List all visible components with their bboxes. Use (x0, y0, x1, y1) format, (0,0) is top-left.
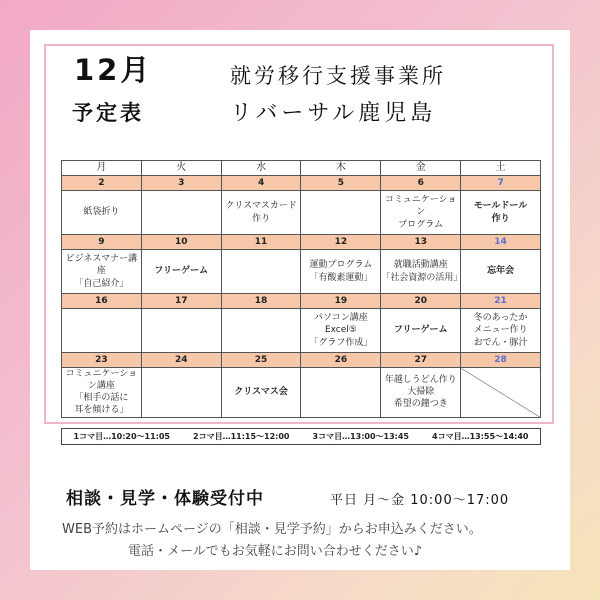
date-row (62, 176, 541, 191)
event-row (62, 250, 541, 294)
date-cell: 19 (301, 294, 381, 309)
event-text: コミュニケーション講座 「相手の話に 耳を傾ける」 (65, 369, 138, 416)
event-cell (461, 250, 541, 294)
date-cell: 20 (381, 294, 461, 309)
class-periods-bar (61, 428, 541, 445)
event-cell (461, 191, 541, 235)
date-row (62, 235, 541, 250)
event-cell (221, 250, 301, 294)
event-cell (141, 191, 221, 235)
date-cell: 13 (381, 235, 461, 250)
event-text: 運動プログラム 「有酸素運動」 (309, 260, 373, 283)
event-cell (221, 368, 301, 418)
date-cell: 2 (62, 176, 142, 191)
date-cell: 14 (461, 235, 541, 250)
event-cell (62, 309, 142, 353)
event-cell (381, 309, 461, 353)
web-reservation-note: WEB予約はホームページの「相談・見学予約」からお申込みください。 (62, 522, 482, 537)
event-text: 年越しうどん作り 大掃除 希望の鐘つき (384, 375, 457, 410)
date-cell: 17 (141, 294, 221, 309)
event-row (62, 368, 541, 418)
date-cell: 27 (381, 353, 461, 368)
event-cell (141, 309, 221, 353)
event-text: フリーゲーム (393, 325, 448, 336)
calendar-table (61, 160, 541, 418)
event-text: 忘年会 (487, 266, 515, 277)
weekday-header: 木 (301, 161, 381, 176)
calendar-body (62, 176, 541, 418)
date-cell: 5 (301, 176, 381, 191)
event-cell (62, 368, 142, 418)
event-text: クリスマスカード 作り (225, 201, 297, 224)
event-cell (301, 250, 381, 294)
event-cell (301, 309, 381, 353)
event-text: ビジネスマナー講座 「自己紹介」 (65, 254, 138, 289)
weekday-header: 月 (62, 161, 142, 176)
event-text: パソコン講座 Excel⑤ 「グラフ作成」 (309, 313, 373, 348)
office-type: 就労移行支援事業所 (230, 64, 446, 88)
event-text: 紙袋折り (83, 207, 120, 218)
event-text: 冬のあったか メニュー作り おでん・豚汁 (473, 313, 528, 348)
event-cell (301, 368, 381, 418)
class-period: 3コマ目…13:00～13:45 (312, 432, 409, 441)
date-cell: 26 (301, 353, 381, 368)
contact-note: 電話・メールでもお気軽にお問い合わせください♪ (128, 544, 423, 559)
date-cell: 18 (221, 294, 301, 309)
event-text: クリスマス会 (234, 387, 288, 398)
event-text: 就職活動講座 「社会資源の活用」 (381, 260, 463, 283)
blank-cell (461, 368, 541, 418)
date-cell: 12 (301, 235, 381, 250)
weekday-header: 火 (141, 161, 221, 176)
event-cell (221, 191, 301, 235)
schedule-label: 予定表 (72, 101, 144, 125)
class-period: 2コマ目…11:15～12:00 (193, 432, 290, 441)
weekday-header: 土 (461, 161, 541, 176)
date-cell: 11 (221, 235, 301, 250)
event-cell (381, 250, 461, 294)
event-cell (62, 191, 142, 235)
event-text: コミュニケーション プログラム (384, 195, 457, 230)
date-cell: 24 (141, 353, 221, 368)
event-cell (381, 368, 461, 418)
date-cell: 25 (221, 353, 301, 368)
date-cell: 23 (62, 353, 142, 368)
event-cell (301, 191, 381, 235)
date-cell: 3 (141, 176, 221, 191)
event-row (62, 309, 541, 353)
month-title: 12月 (74, 53, 153, 87)
date-row (62, 353, 541, 368)
date-cell: 6 (381, 176, 461, 191)
event-cell (141, 250, 221, 294)
business-hours: 平日 月～金 10:00～17:00 (330, 493, 510, 508)
event-cell (141, 368, 221, 418)
weekday-header-row (62, 161, 541, 176)
date-cell: 28 (461, 353, 541, 368)
date-cell: 9 (62, 235, 142, 250)
class-period: 4コマ目…13:55～14:40 (432, 432, 529, 441)
date-cell: 16 (62, 294, 142, 309)
event-cell (221, 309, 301, 353)
date-cell: 21 (461, 294, 541, 309)
weekday-header: 金 (381, 161, 461, 176)
event-text: モールドール 作り (473, 201, 528, 224)
class-period: 1コマ目…10:20～11:05 (73, 432, 170, 441)
event-text: フリーゲーム (154, 266, 209, 277)
office-name: リバーサル鹿児島 (230, 101, 437, 126)
consultation-title: 相談・見学・体験受付中 (66, 489, 264, 509)
weekday-header: 水 (221, 161, 301, 176)
date-cell: 7 (461, 176, 541, 191)
date-cell: 4 (221, 176, 301, 191)
event-cell (381, 191, 461, 235)
date-row (62, 294, 541, 309)
event-cell (461, 309, 541, 353)
event-row (62, 191, 541, 235)
date-cell: 10 (141, 235, 221, 250)
event-cell (62, 250, 142, 294)
